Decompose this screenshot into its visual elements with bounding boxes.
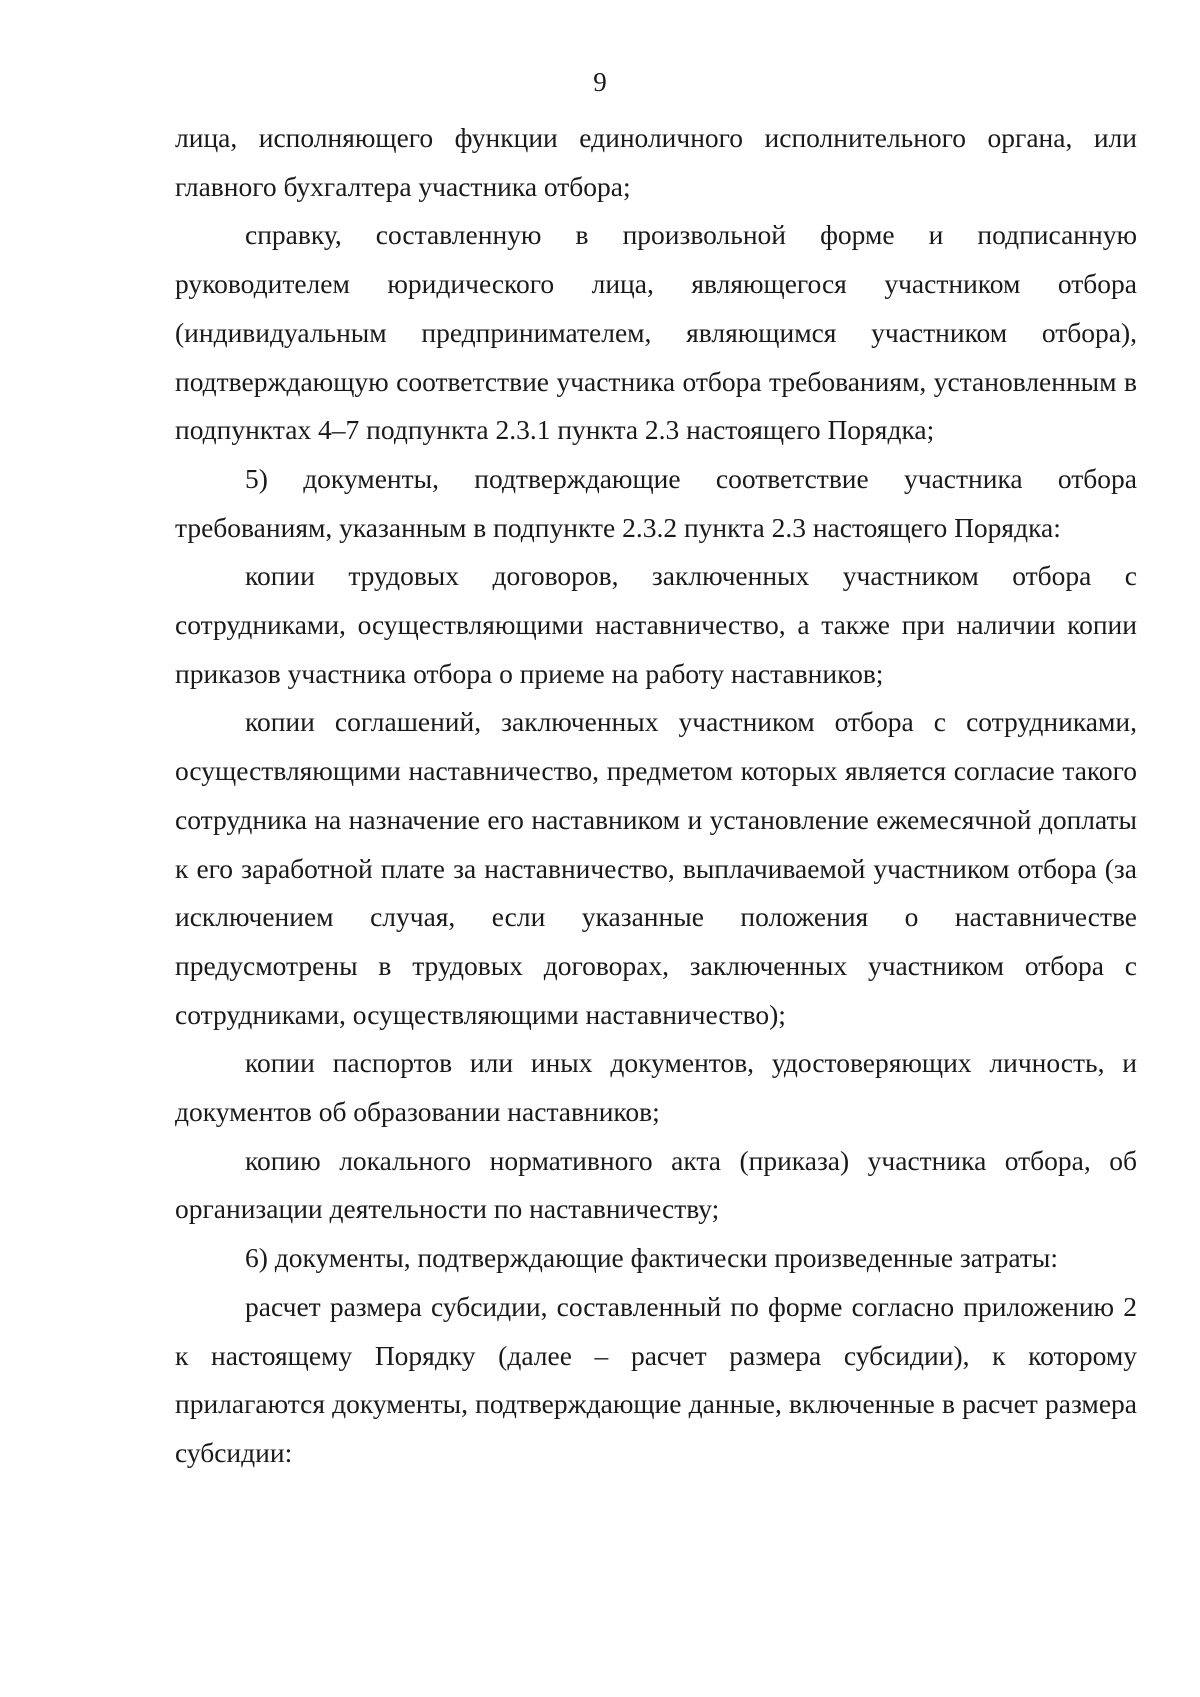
page-number: 9 xyxy=(593,67,607,97)
paragraph-certificate: справку, составленную в произвольной форме и подписанную руководителем юридического лица, являющегося участником отбора (индивидуальным предпринимателем, являющимся участником отбора), подтверждающую соответствие участника отбора требованиям, установленным в подпунктах 4–7 подпункта 2.3.1 пункта 2.3 настоящего Порядка; xyxy=(175,219,1137,446)
paragraph-employment-contracts: копии трудовых договоров, заключенных участником отбора с сотрудниками, осуществляющими наставничество, а также при наличии копии приказов участника отбора о приеме на работу наставников; xyxy=(175,560,1137,689)
paragraph-item-6: 6) документы, подтверждающие фактически произведенные затраты: xyxy=(245,1242,1059,1274)
paragraph-subsidy-calculation: расчет размера субсидии, составленный по форме согласно приложению 2 к настоящему Порядку (далее – расчет размера субсидии), к которому прилагаются документы, подтверждающие данные, включенные в расчет размера субсидии: xyxy=(175,1290,1137,1468)
paragraph-passports: копии паспортов или иных документов, удостоверяющих личность, и документов об образовании наставников; xyxy=(175,1047,1137,1128)
document-body xyxy=(175,114,1137,1478)
paragraph-continuation: лица, исполняющего функции единоличного исполнительного органа, или главного бухгалтера участника отбора; xyxy=(175,122,1137,202)
paragraph-local-act: копию локального нормативного акта (приказа) участника отбора, об организации деятельности по наставничеству; xyxy=(175,1144,1137,1225)
paragraph-item-5: 5) документы, подтверждающие соответствие участника отбора требованиям, указанным в подпункте 2.3.2 пункта 2.3 настоящего Порядка: xyxy=(175,462,1137,543)
paragraph-agreements: копии соглашений, заключенных участником отбора с сотрудниками, осуществляющими наставничество, предметом которых является согласие такого сотрудника на назначение его наставником и установление ежемесячной доплаты к его заработной плате за наставничество, выплачиваемой участником отбора (за исключением случая, если указанные положения о наставничестве предусмотрены в трудовых договорах, заключенных участником отбора с сотрудниками, осуществляющими наставничество); xyxy=(175,706,1137,1030)
